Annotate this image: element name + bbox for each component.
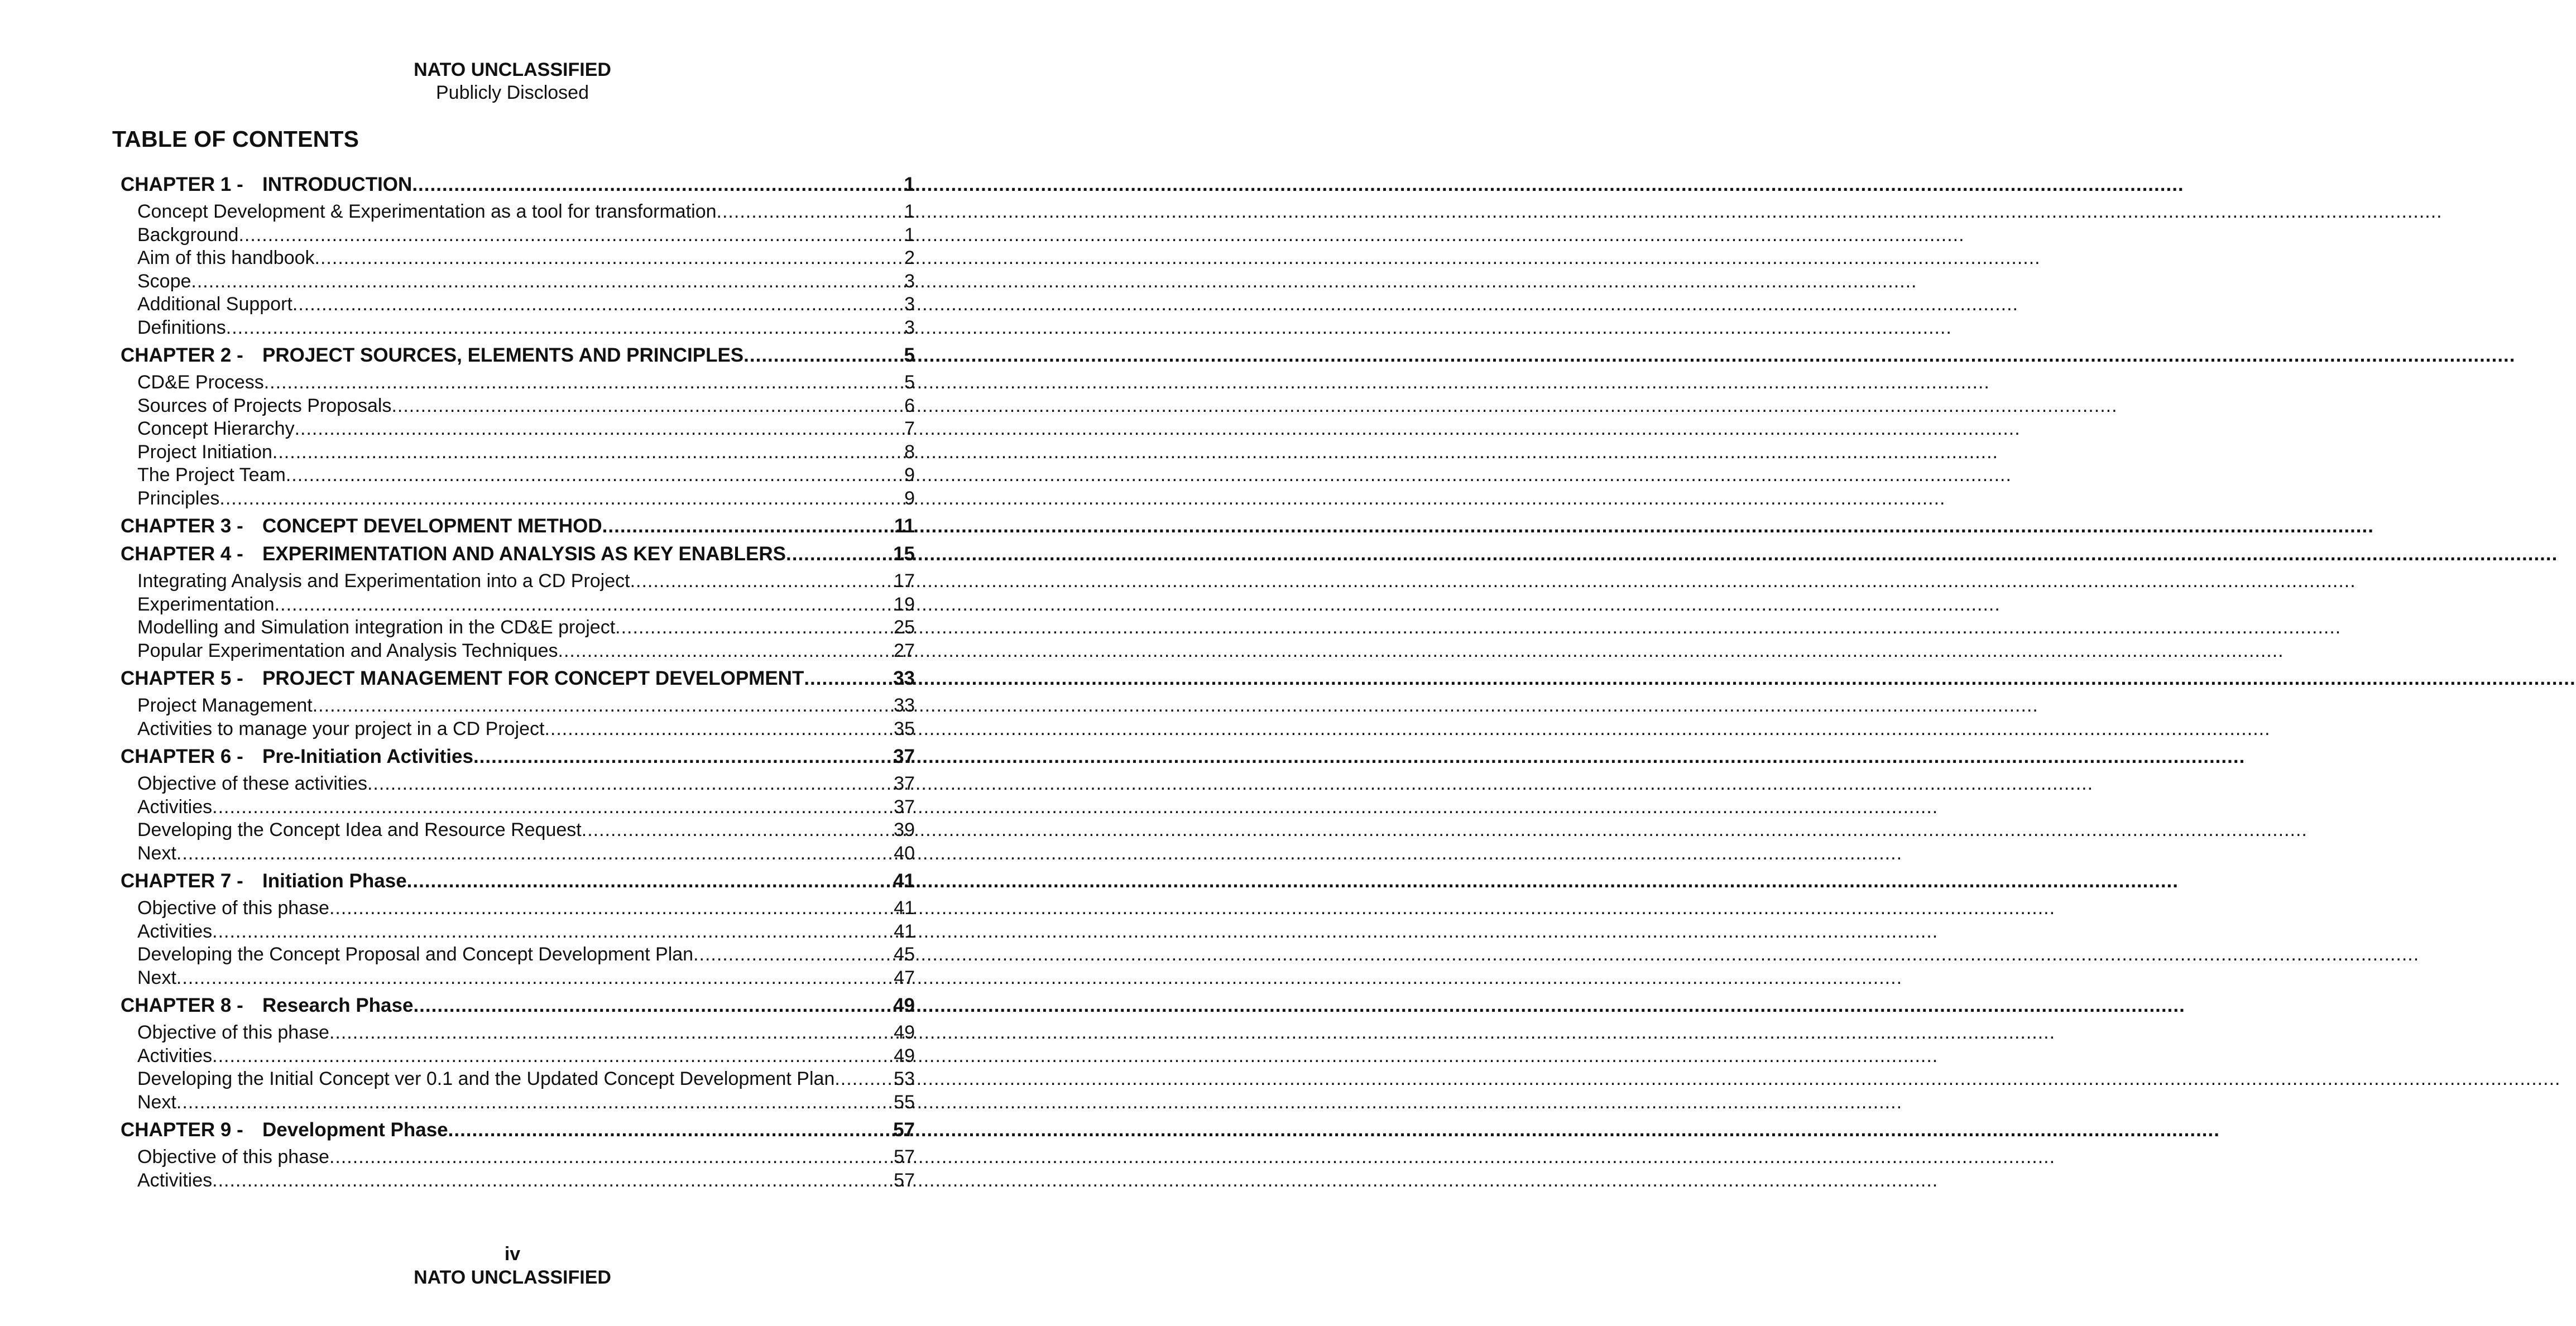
toc-chapter-page: 33: [893, 667, 915, 689]
toc-chapter-number: CHAPTER 5 -: [121, 667, 243, 689]
toc-section-title: Additional Support: [137, 294, 292, 315]
toc-section-title: Activities: [137, 1045, 213, 1066]
toc-chapter-title: [121, 344, 743, 367]
toc-section-entry[interactable]: [121, 441, 915, 464]
toc-section-entry[interactable]: [121, 616, 915, 640]
toc-section-entry[interactable]: [121, 842, 915, 866]
toc-section-title: Objective of these activities: [137, 773, 367, 794]
toc-section-page: 39: [894, 819, 915, 840]
toc-chapter-number: CHAPTER 2 -: [121, 344, 243, 366]
toc-section-page: 9: [904, 464, 915, 486]
toc-section-title: Aim of this handbook: [137, 247, 315, 268]
toc-section-title: Integrating Analysis and Experimentation into a CD Project: [137, 570, 630, 592]
toc-section-title: Objective of this phase: [137, 1022, 329, 1043]
toc-chapter-entry[interactable]: [121, 667, 915, 690]
toc-dot-leader: [743, 344, 903, 367]
toc-section-page: 55: [894, 1091, 915, 1113]
toc-section-entry[interactable]: [121, 224, 915, 247]
toc-chapter-name: PROJECT SOURCES, ELEMENTS AND PRINCIPLES: [262, 344, 744, 366]
toc-section-page: 45: [894, 944, 915, 965]
toc-section-page: 7: [904, 418, 915, 439]
footer-page-number: iv: [504, 1243, 521, 1265]
toc-chapter-name: Development Phase: [262, 1119, 448, 1141]
toc-dot-leader: [448, 1118, 892, 1142]
toc-dot-leader: [191, 270, 903, 294]
toc-chapter: [121, 1118, 915, 1192]
page-header: [0, 58, 1025, 104]
toc-title: TABLE OF CONTENTS: [112, 126, 359, 152]
toc-chapter-number: CHAPTER 3 -: [121, 515, 243, 537]
toc-chapter-name: EXPERIMENTATION AND ANALYSIS AS KEY ENABLERS: [262, 543, 786, 565]
toc-section-entry[interactable]: [121, 796, 915, 819]
toc-chapter-title: [121, 869, 407, 893]
toc-section-page: 1: [904, 201, 915, 222]
toc-section-title: Principles: [137, 487, 220, 509]
toc-section-entry[interactable]: [121, 943, 915, 967]
table-of-contents: [121, 173, 915, 1197]
toc-dot-leader: [226, 316, 903, 340]
toc-chapter-title: [121, 542, 786, 566]
toc-section-page: 2: [904, 247, 915, 268]
toc-section-page: 25: [894, 617, 915, 638]
toc-dot-leader: [264, 371, 903, 395]
toc-section-page: 35: [894, 718, 915, 739]
toc-section-page: 6: [904, 395, 915, 416]
toc-chapter-number: CHAPTER 7 -: [121, 870, 243, 892]
toc-section-title: Project Initiation: [137, 441, 272, 463]
toc-chapter-title: [121, 173, 412, 196]
toc-chapter-number: CHAPTER 8 -: [121, 994, 243, 1016]
toc-section-entry[interactable]: [121, 920, 915, 944]
toc-dot-leader: [329, 897, 893, 920]
toc-section-page: 47: [894, 967, 915, 988]
toc-section-page: 37: [894, 773, 915, 794]
toc-chapter-number: CHAPTER 4 -: [121, 543, 243, 565]
toc-section-title: Next: [137, 967, 176, 988]
toc-dot-leader: [212, 920, 893, 944]
toc-section-entry[interactable]: [121, 270, 915, 294]
toc-chapter-page: 49: [893, 994, 915, 1016]
toc-dot-leader: [407, 869, 892, 893]
toc-section-entry[interactable]: [121, 819, 915, 842]
toc-chapter-entry[interactable]: [121, 869, 915, 893]
toc-section-page: 19: [894, 593, 915, 615]
header-classification: NATO UNCLASSIFIED: [414, 59, 611, 80]
toc-chapter-page: 5: [904, 344, 915, 366]
toc-section-page: 8: [904, 441, 915, 463]
toc-dot-leader: [286, 464, 903, 487]
toc-section-title: Developing the Concept Proposal and Concept Development Plan: [137, 944, 694, 965]
toc-section-page: 41: [894, 920, 915, 942]
toc-dot-leader: [615, 616, 893, 640]
toc-dot-leader: [693, 943, 893, 967]
toc-chapter: [121, 542, 915, 662]
toc-dot-leader: [176, 1091, 893, 1114]
toc-section-entry[interactable]: [121, 371, 915, 395]
toc-chapter-page: 15: [893, 543, 915, 565]
toc-section-entry[interactable]: [121, 967, 915, 990]
toc-chapter-page: 41: [893, 870, 915, 892]
toc-section-page: 53: [894, 1068, 915, 1089]
toc-section-page: 9: [904, 487, 915, 509]
toc-chapter-number: CHAPTER 6 -: [121, 746, 243, 767]
toc-section-title: Activities: [137, 1169, 213, 1191]
toc-section-entry[interactable]: [121, 640, 915, 663]
toc-chapter-entry[interactable]: [121, 344, 915, 367]
toc-section-page: 5: [904, 372, 915, 393]
header-disclosure: Publicly Disclosed: [436, 82, 589, 103]
toc-section-title: Concept Development & Experimentation as a tool for transformation: [137, 201, 717, 222]
toc-chapter: [121, 667, 915, 741]
toc-dot-leader: [717, 200, 904, 224]
toc-section-entry[interactable]: [121, 395, 915, 418]
toc-chapter-entry[interactable]: [121, 542, 915, 566]
toc-chapter-title: [121, 667, 804, 690]
toc-chapter-entry[interactable]: [121, 173, 915, 196]
toc-dot-leader: [292, 293, 903, 316]
toc-section-page: 49: [894, 1045, 915, 1066]
toc-dot-leader: [295, 417, 904, 441]
toc-section-title: Activities: [137, 920, 213, 942]
toc-section-entry[interactable]: [121, 1068, 915, 1091]
toc-chapter-number: CHAPTER 9 -: [121, 1119, 243, 1141]
toc-section-entry[interactable]: [121, 1045, 915, 1068]
toc-chapter-title: [121, 745, 473, 768]
toc-section-title: Modelling and Simulation integration in the CD&E project: [137, 617, 616, 638]
toc-dot-leader: [315, 247, 904, 270]
toc-dot-leader: [272, 441, 903, 464]
page-footer: [0, 1242, 1025, 1289]
toc-section-entry[interactable]: [121, 417, 915, 441]
toc-section-entry[interactable]: [121, 293, 915, 316]
toc-chapter-name: Research Phase: [262, 994, 414, 1016]
toc-dot-leader: [786, 542, 892, 566]
toc-section-page: 27: [894, 640, 915, 661]
toc-section-page: 49: [894, 1022, 915, 1043]
toc-section-title: Background: [137, 224, 239, 246]
toc-section-title: Developing the Initial Concept ver 0.1 and the Updated Concept Development Plan: [137, 1068, 835, 1089]
toc-chapter-name: Initiation Phase: [262, 870, 407, 892]
toc-dot-leader: [219, 487, 903, 511]
toc-dot-leader: [558, 640, 893, 663]
toc-dot-leader: [412, 173, 903, 196]
toc-section-title: Definitions: [137, 316, 226, 338]
toc-section-entry[interactable]: [121, 897, 915, 920]
toc-chapter: [121, 745, 915, 865]
toc-dot-leader: [804, 667, 892, 690]
toc-dot-leader: [391, 395, 903, 418]
toc-section-entry[interactable]: [121, 1021, 915, 1045]
toc-section-title: Project Management: [137, 695, 313, 716]
toc-section-page: 1: [904, 224, 915, 246]
toc-dot-leader: [212, 1045, 893, 1068]
toc-section-title: Next: [137, 1091, 176, 1113]
toc-section-title: Objective of this phase: [137, 1146, 329, 1168]
toc-section-entry[interactable]: [121, 1169, 915, 1193]
toc-section-page: 17: [894, 570, 915, 592]
toc-chapter: [121, 869, 915, 989]
toc-section-page: 33: [894, 695, 915, 716]
toc-chapter-name: PROJECT MANAGEMENT FOR CONCEPT DEVELOPMENT: [262, 667, 804, 689]
toc-chapter: [121, 994, 915, 1114]
toc-chapter-number: CHAPTER 1 -: [121, 174, 243, 195]
toc-section-entry[interactable]: [121, 1091, 915, 1114]
toc-section-title: Experimentation: [137, 593, 275, 615]
toc-section-title: The Project Team: [137, 464, 286, 486]
toc-section-title: Scope: [137, 270, 191, 292]
toc-section-title: Activities to manage your project in a CD Project: [137, 718, 545, 739]
toc-dot-leader: [212, 1169, 893, 1193]
toc-section-entry[interactable]: [121, 464, 915, 487]
toc-section-page: 41: [894, 897, 915, 919]
toc-section-entry[interactable]: [121, 316, 915, 340]
toc-section-title: Activities: [137, 796, 213, 818]
toc-dot-leader: [630, 570, 893, 593]
toc-section-entry[interactable]: [121, 487, 915, 511]
toc-dot-leader: [329, 1146, 893, 1169]
toc-section-title: Sources of Projects Proposals: [137, 395, 392, 416]
toc-section-entry[interactable]: [121, 694, 915, 718]
toc-chapter-page: 37: [893, 746, 915, 767]
toc-dot-leader: [582, 819, 893, 842]
toc-section-title: Developing the Concept Idea and Resource Request: [137, 819, 582, 840]
toc-chapter-entry[interactable]: [121, 994, 915, 1017]
toc-chapter-title: [121, 515, 602, 538]
toc-section-title: Concept Hierarchy: [137, 418, 295, 439]
toc-dot-leader: [473, 745, 892, 768]
toc-section-entry[interactable]: [121, 247, 915, 270]
toc-section-title: Next: [137, 842, 176, 864]
toc-dot-leader: [238, 224, 903, 247]
toc-dot-leader: [834, 1068, 893, 1091]
footer-classification: NATO UNCLASSIFIED: [414, 1267, 611, 1288]
toc-chapter: [121, 173, 915, 339]
toc-chapter: [121, 515, 915, 538]
toc-dot-leader: [544, 718, 893, 741]
toc-chapter-title: [121, 1118, 448, 1142]
toc-section-page: 57: [894, 1146, 915, 1168]
toc-section-title: Objective of this phase: [137, 897, 329, 919]
toc-section-page: 40: [894, 842, 915, 864]
toc-dot-leader: [367, 772, 893, 796]
toc-chapter-entry[interactable]: [121, 1118, 915, 1142]
toc-section-entry[interactable]: [121, 593, 915, 617]
toc-section-entry[interactable]: [121, 570, 915, 593]
toc-dot-leader: [602, 515, 893, 538]
toc-chapter: [121, 344, 915, 510]
toc-section-page: 3: [904, 316, 915, 338]
toc-dot-leader: [329, 1021, 893, 1045]
toc-chapter-name: CONCEPT DEVELOPMENT METHOD: [262, 515, 602, 537]
toc-chapter-page: 1: [904, 174, 915, 195]
toc-section-title: CD&E Process: [137, 372, 264, 393]
toc-dot-leader: [176, 967, 893, 990]
toc-section-page: 57: [894, 1169, 915, 1191]
toc-section-page: 3: [904, 294, 915, 315]
toc-section-page: 3: [904, 270, 915, 292]
toc-chapter-entry[interactable]: [121, 745, 915, 768]
toc-section-title: Popular Experimentation and Analysis Techniques: [137, 640, 558, 661]
toc-chapter-page: 57: [893, 1119, 915, 1141]
toc-dot-leader: [275, 593, 893, 617]
toc-chapter-entry[interactable]: [121, 515, 915, 538]
toc-section-entry[interactable]: [121, 718, 915, 741]
toc-section-page: 37: [894, 796, 915, 818]
toc-chapter-name: Pre-Initiation Activities: [262, 746, 473, 767]
toc-dot-leader: [212, 796, 893, 819]
toc-section-entry[interactable]: [121, 1146, 915, 1169]
toc-chapter-name: INTRODUCTION: [262, 174, 412, 195]
toc-section-entry[interactable]: [121, 200, 915, 224]
toc-dot-leader: [413, 994, 892, 1017]
toc-section-entry[interactable]: [121, 772, 915, 796]
toc-dot-leader: [176, 842, 893, 866]
toc-chapter-title: [121, 994, 413, 1017]
toc-dot-leader: [313, 694, 893, 718]
toc-chapter-page: 11: [894, 515, 915, 537]
